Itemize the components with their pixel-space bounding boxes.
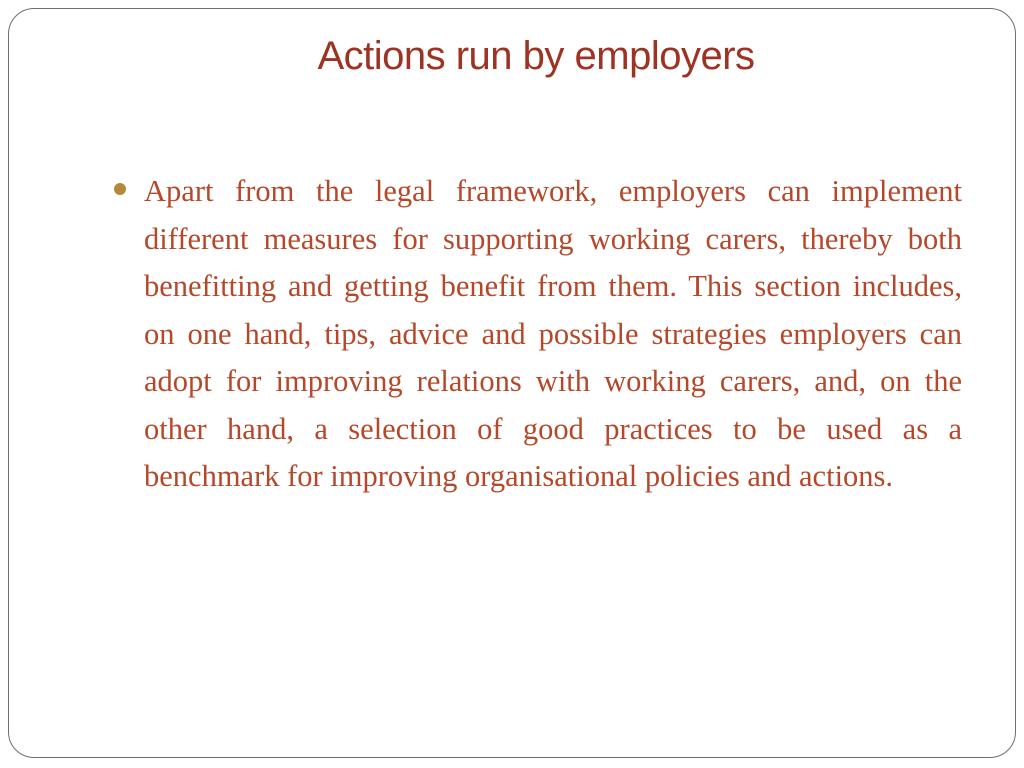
bullet-dot-icon bbox=[114, 183, 126, 195]
slide-title: Actions run by employers bbox=[317, 34, 755, 78]
bullet-text: Apart from the legal framework, employers can implement different measures for supporting working carers, thereby both benefitting and getting benefit from them. This section includes, on one hand, tips, advice and possible strategies employers can adopt for improving relations with working carers, and, on the other hand, a selection of good practices to be used as a benchmark for improving organisational policies and actions. bbox=[144, 174, 962, 493]
